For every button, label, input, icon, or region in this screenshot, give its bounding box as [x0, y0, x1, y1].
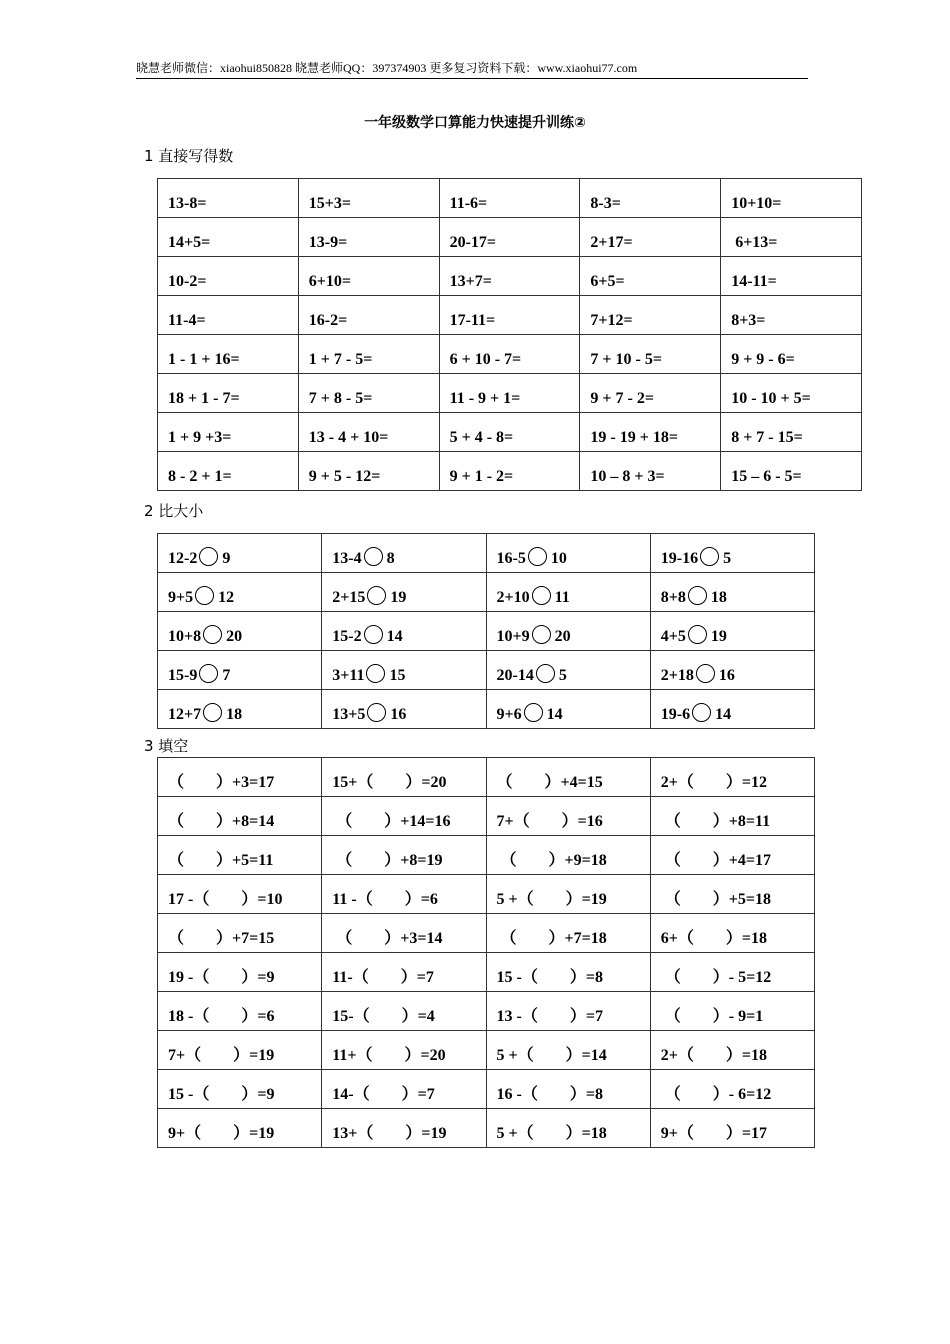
problem-cell: 20-17=: [439, 218, 580, 257]
problem-cell: 13+7=: [439, 257, 580, 296]
compare-expression: 2+10: [496, 589, 530, 606]
table-row: [158, 953, 815, 992]
compare-circle-icon[interactable]: [203, 703, 222, 722]
table-row: [158, 758, 815, 797]
problem-cell: 14+5=: [158, 218, 299, 257]
compare-expression: 16-5: [496, 550, 526, 567]
problem-cell: 9 + 1 - 2=: [439, 452, 580, 491]
fill-blank-cell: 5 +（ ）=18: [486, 1109, 650, 1148]
table-row: [158, 1031, 815, 1070]
fill-blank-cell: （ ）+4=15: [486, 758, 650, 797]
fill-blank-cell: （ ）+4=17: [650, 836, 814, 875]
fill-blank-cell: 11+（ ）=20: [322, 1031, 486, 1070]
table-row: [158, 179, 862, 218]
compare-circle-icon[interactable]: [195, 586, 214, 605]
compare-cell: [158, 612, 322, 651]
page-title: 一年级数学口算能力快速提升训练②: [364, 115, 586, 131]
compare-expression: 10+9: [496, 628, 530, 645]
problem-cell: 1 + 9 +3=: [158, 413, 299, 452]
fill-blank-cell: （ ）+9=18: [486, 836, 650, 875]
problem-cell: 6+10=: [298, 257, 439, 296]
problem-cell: 13-8=: [158, 179, 299, 218]
compare-number: 20: [226, 628, 243, 645]
fill-blank-cell: 15+（ ）=20: [322, 758, 486, 797]
problem-cell: 19 - 19 + 18=: [580, 413, 721, 452]
problem-cell: 15+3=: [298, 179, 439, 218]
fill-blank-cell: 11 -（ ）=6: [322, 875, 486, 914]
compare-expression: 3+11: [332, 667, 365, 684]
compare-expression: 19-16: [660, 550, 699, 567]
problem-cell: 1 - 1 + 16=: [158, 335, 299, 374]
fill-blank-cell: 5 +（ ）=14: [486, 1031, 650, 1070]
fill-blank-cell: 14-（ ）=7: [322, 1070, 486, 1109]
fill-blank-cell: 18 -（ ）=6: [158, 992, 322, 1031]
compare-number: 14: [715, 706, 732, 723]
compare-expression: 2+18: [660, 667, 694, 684]
compare-cell: [322, 690, 486, 729]
compare-number: 15: [389, 667, 406, 684]
compare-number: 20: [554, 628, 571, 645]
problem-cell: 13-9=: [298, 218, 439, 257]
table-row: [158, 914, 815, 953]
problem-cell: 16-2=: [298, 296, 439, 335]
problem-cell: 5 + 4 - 8=: [439, 413, 580, 452]
problem-cell: 17-11=: [439, 296, 580, 335]
table-row: [158, 690, 815, 729]
compare-cell: [158, 534, 322, 573]
problem-cell: 7+12=: [580, 296, 721, 335]
problem-cell: 6+13=: [721, 218, 862, 257]
problem-cell: 8 - 2 + 1=: [158, 452, 299, 491]
problem-cell: 10-2=: [158, 257, 299, 296]
compare-number: 8: [386, 550, 395, 567]
fill-blank-cell: 17 -（ ）=10: [158, 875, 322, 914]
compare-circle-icon[interactable]: [688, 625, 707, 644]
compare-number: 14: [386, 628, 403, 645]
problem-cell: 9 + 7 - 2=: [580, 374, 721, 413]
compare-circle-icon[interactable]: [367, 586, 386, 605]
table-row: [158, 452, 862, 491]
fill-blank-cell: 15 -（ ）=9: [158, 1070, 322, 1109]
fill-blank-cell: 16 -（ ）=8: [486, 1070, 650, 1109]
table-row: [158, 573, 815, 612]
problem-cell: 13 - 4 + 10=: [298, 413, 439, 452]
compare-expression: 9+6: [496, 706, 522, 723]
compare-circle-icon[interactable]: [364, 625, 383, 644]
compare-cell: [486, 573, 650, 612]
compare-number: 18: [710, 589, 727, 606]
problem-cell: 6 + 10 - 7=: [439, 335, 580, 374]
compare-cell: [650, 612, 814, 651]
compare-expression: 13+5: [332, 706, 366, 723]
table-row: [158, 534, 815, 573]
compare-expression: 10+8: [168, 628, 202, 645]
problem-cell: 10 – 8 + 3=: [580, 452, 721, 491]
compare-circle-icon[interactable]: [700, 547, 719, 566]
compare-circle-icon[interactable]: [199, 664, 218, 683]
fill-blank-cell: 5 +（ ）=19: [486, 875, 650, 914]
compare-cell: [486, 534, 650, 573]
compare-cell: [486, 690, 650, 729]
compare-expression: 12-2: [168, 550, 198, 567]
table-row: [158, 797, 815, 836]
compare-number: 5: [723, 550, 732, 567]
fill-blank-cell: 15-（ ）=4: [322, 992, 486, 1031]
fill-blank-table: [157, 757, 815, 1148]
compare-cell: [486, 651, 650, 690]
compare-cell: [650, 651, 814, 690]
compare-expression: 9+5: [168, 589, 194, 606]
compare-circle-icon[interactable]: [528, 547, 547, 566]
table-row: [158, 651, 815, 690]
page-header: 晓慧老师微信：xiaohui850828 晓慧老师QQ：397374903 更多复习资料下载：www.xiaohui77.com: [136, 58, 808, 79]
fill-blank-cell: （ ）+7=18: [486, 914, 650, 953]
compare-table: [157, 533, 815, 729]
fill-blank-cell: （ ）+3=14: [322, 914, 486, 953]
fill-blank-cell: （ ）+8=14: [158, 797, 322, 836]
compare-circle-icon[interactable]: [364, 547, 383, 566]
compare-expression: 15-9: [168, 667, 198, 684]
compare-number: 10: [550, 550, 567, 567]
fill-blank-cell: （ ）+8=11: [650, 797, 814, 836]
compare-circle-icon[interactable]: [203, 625, 222, 644]
compare-cell: [322, 612, 486, 651]
table-row: [158, 875, 815, 914]
problem-cell: 8 + 7 - 15=: [721, 413, 862, 452]
table-row: [158, 413, 862, 452]
fill-blank-cell: （ ）- 6=12: [650, 1070, 814, 1109]
table-row: [158, 335, 862, 374]
compare-cell: [158, 573, 322, 612]
compare-cell: [158, 651, 322, 690]
compare-expression: 19-6: [660, 706, 691, 723]
problem-cell: 7 + 10 - 5=: [580, 335, 721, 374]
table-row: [158, 992, 815, 1031]
compare-cell: [650, 534, 814, 573]
compare-expression: 20-14: [496, 667, 534, 684]
fill-blank-cell: （ ）+8=19: [322, 836, 486, 875]
compare-cell: [486, 612, 650, 651]
compare-expression: 13-4: [332, 550, 362, 567]
compare-cell: [322, 651, 486, 690]
problem-cell: 8-3=: [580, 179, 721, 218]
compare-number: 16: [718, 667, 735, 684]
fill-blank-cell: （ ）+3=17: [158, 758, 322, 797]
problem-cell: 8+3=: [721, 296, 862, 335]
problem-cell: 18 + 1 - 7=: [158, 374, 299, 413]
compare-number: 12: [218, 589, 235, 606]
compare-circle-icon[interactable]: [524, 703, 543, 722]
fill-blank-cell: 13+（ ）=19: [322, 1109, 486, 1148]
fill-blank-cell: （ ）+7=15: [158, 914, 322, 953]
compare-number: 11: [554, 589, 570, 606]
fill-blank-cell: 19 -（ ）=9: [158, 953, 322, 992]
fill-blank-cell: 7+（ ）=19: [158, 1031, 322, 1070]
fill-blank-cell: （ ）+5=18: [650, 875, 814, 914]
compare-number: 19: [390, 589, 407, 606]
compare-number: 7: [222, 667, 231, 684]
compare-cell: [650, 690, 814, 729]
compare-circle-icon[interactable]: [532, 586, 551, 605]
compare-cell: [650, 573, 814, 612]
compare-circle-icon[interactable]: [696, 664, 715, 683]
table-row: [158, 1070, 815, 1109]
fill-blank-cell: 13 -（ ）=7: [486, 992, 650, 1031]
compare-expression: 8+8: [660, 589, 686, 606]
direct-answer-table: [157, 178, 862, 491]
fill-blank-cell: （ ）+14=16: [322, 797, 486, 836]
compare-circle-icon[interactable]: [367, 703, 386, 722]
table-row: [158, 257, 862, 296]
table-row: [158, 374, 862, 413]
section-3-label: 3 填空: [144, 737, 189, 755]
fill-blank-cell: 11-（ ）=7: [322, 953, 486, 992]
problem-cell: 6+5=: [580, 257, 721, 296]
problem-cell: 15 – 6 - 5=: [721, 452, 862, 491]
problem-cell: 11-6=: [439, 179, 580, 218]
compare-number: 14: [546, 706, 563, 723]
compare-expression: 4+5: [660, 628, 686, 645]
compare-number: 9: [222, 550, 231, 567]
fill-blank-cell: （ ）- 5=12: [650, 953, 814, 992]
fill-blank-cell: 15 -（ ）=8: [486, 953, 650, 992]
problem-cell: 1 + 7 - 5=: [298, 335, 439, 374]
problem-cell: 2+17=: [580, 218, 721, 257]
compare-cell: [322, 534, 486, 573]
fill-blank-cell: 9+（ ）=17: [650, 1109, 814, 1148]
compare-expression: 12+7: [168, 706, 202, 723]
fill-blank-cell: 6+（ ）=18: [650, 914, 814, 953]
compare-circle-icon[interactable]: [199, 547, 218, 566]
problem-cell: 14-11=: [721, 257, 862, 296]
compare-number: 19: [710, 628, 727, 645]
compare-number: 16: [390, 706, 407, 723]
fill-blank-cell: 9+（ ）=19: [158, 1109, 322, 1148]
compare-expression: 15-2: [332, 628, 362, 645]
problem-cell: 11-4=: [158, 296, 299, 335]
fill-blank-cell: （ ）- 9=1: [650, 992, 814, 1031]
table-row: [158, 1109, 815, 1148]
fill-blank-cell: 2+（ ）=18: [650, 1031, 814, 1070]
problem-cell: 9 + 9 - 6=: [721, 335, 862, 374]
compare-cell: [158, 690, 322, 729]
problem-cell: 9 + 5 - 12=: [298, 452, 439, 491]
section-2-label: 2 比大小: [144, 502, 204, 520]
fill-blank-cell: （ ）+5=11: [158, 836, 322, 875]
problem-cell: 7 + 8 - 5=: [298, 374, 439, 413]
compare-number: 18: [226, 706, 243, 723]
fill-blank-cell: 2+（ ）=12: [650, 758, 814, 797]
compare-cell: [322, 573, 486, 612]
compare-circle-icon[interactable]: [688, 586, 707, 605]
compare-circle-icon[interactable]: [692, 703, 711, 722]
compare-circle-icon[interactable]: [536, 664, 555, 683]
compare-circle-icon[interactable]: [366, 664, 385, 683]
compare-number: 5: [558, 667, 567, 684]
fill-blank-cell: 7+（ ）=16: [486, 797, 650, 836]
compare-circle-icon[interactable]: [532, 625, 551, 644]
table-row: [158, 296, 862, 335]
table-row: [158, 612, 815, 651]
table-row: [158, 836, 815, 875]
problem-cell: 11 - 9 + 1=: [439, 374, 580, 413]
problem-cell: 10+10=: [721, 179, 862, 218]
problem-cell: 10 - 10 + 5=: [721, 374, 862, 413]
table-row: [158, 218, 862, 257]
section-1-label: 1 直接写得数: [144, 147, 234, 165]
compare-expression: 2+15: [332, 589, 366, 606]
